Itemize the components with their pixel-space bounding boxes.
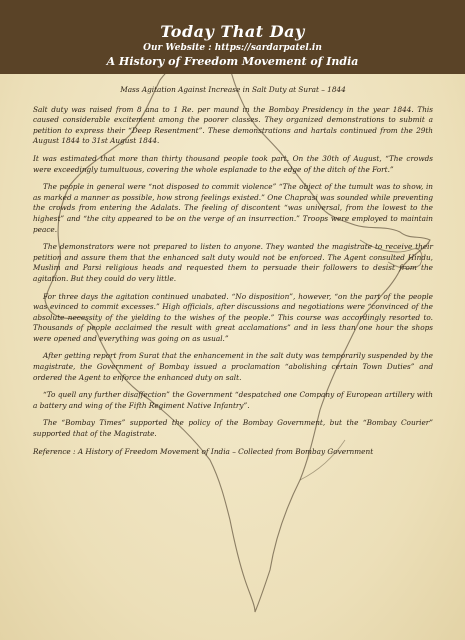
- article-paragraph: It was estimated that more than thirty thousand people took part. On the 30th of August, “The crowds were exceedingly tumultuous, covering the whole esplanade to the edge of the ditch of the Fort.”: [33, 153, 433, 174]
- article-paragraph: Salt duty was raised from 8 ana to 1 Re. per maund in the Bombay Presidency in the year 1844. This caused considerable excitement among the poorer classes. They organized demonstrations to submit a petition to express their “Deep Resentment”. These demonstrations and hartals continued from the 29th August 1844 to 31st August 1844.: [33, 104, 433, 146]
- article-reference: Reference : A History of Freedom Movement of India – Collected from Bombay Government: [33, 446, 374, 456]
- header-subtitle: A History of Freedom Movement of India: [106, 55, 359, 68]
- article-paragraph: For three days the agitation continued unabated. “No disposition”, however, “on the part of the people was evinced to commit excesses.” High officials, after discussions and negotiations were “convinced of the absolute necessity of the yielding to the wishes of the people.” This course was accordingly resorted to. Thousands of people acclaimed the result with great acclamations” and in less than one hour the shops were opened and everything was going on as usual.”: [33, 291, 433, 343]
- page-header: [0, 0, 465, 74]
- article-heading: Mass Agitation Against Increase in Salt Duty at Surat – 1844: [120, 85, 346, 94]
- article-paragraph: After getting report from Surat that the enhancement in the salt duty was temporarily suspended by the magistrate, the Government of Bombay issued a proclamation “abolishing certain Town Duties” and ordered the Agent to enforce the enhanced duty on salt.: [33, 351, 433, 382]
- article-paragraph: The people in general were “not disposed to commit violence” “The object of the tumult was to show, in as marked a manner as possible, how strong feelings existed.” One Chaprasi was sounded while preventing the crowds from entering the Adalats. The feeling of discontent “was universal, from the lowest to the highest” and “the city appeared to be on the verge of an insurrection.” Troops were employed to maintain peace.: [33, 182, 433, 234]
- article-body: [33, 85, 433, 464]
- article-paragraph: “To quell any further disaffection” the Government “despatched one Company of European artillery with a battery and wing of the Fifth Regiment Native Infantry”.: [33, 390, 433, 410]
- header-website: Our Website : https://sardarpatel.in: [143, 43, 322, 53]
- article-paragraph: The demonstrators were not prepared to listen to anyone. They wanted the magistrate to receive their petition and assure them that the enhanced salt duty would not be enforced. The Agent consulted Hindu, Muslim and Parsi religious heads and requested them to persuade their followers to desist from the agitation. But they could do very little.: [33, 242, 433, 283]
- header-title: Today That Day: [160, 22, 305, 41]
- article-paragraph: The “Bombay Times” supported the policy of the Bombay Government, but the “Bombay Courier” supported that of the Magistrate.: [33, 418, 433, 439]
